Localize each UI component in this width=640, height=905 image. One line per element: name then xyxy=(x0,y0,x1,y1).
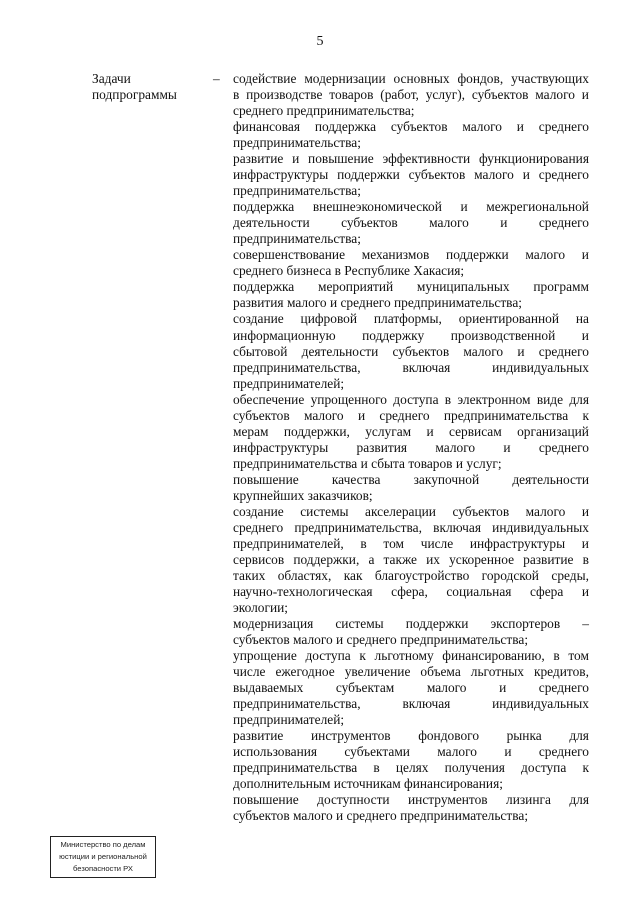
task-line: сервисов поддержки, а также их ускоренное развитие в xyxy=(233,551,589,567)
task-item xyxy=(233,504,589,616)
task-line: упрощение доступа к льготному финансированию, в том xyxy=(233,648,589,664)
task-line: инфраструктуры поддержки субъектов малого и среднего xyxy=(233,167,589,183)
task-line: предпринимателей, в том числе инфраструктуры и xyxy=(233,535,589,551)
task-item xyxy=(233,472,589,504)
task-line: выдаваемых субъектам малого и среднего xyxy=(233,680,589,696)
task-item xyxy=(233,728,589,792)
task-line: инфраструктуры развития малого и среднего xyxy=(233,439,589,455)
task-item xyxy=(233,311,589,391)
task-line: предпринимательства в целях получения доступа к xyxy=(233,760,589,776)
task-item xyxy=(233,71,589,119)
task-line: содействие модернизации основных фондов, участвующих xyxy=(233,71,589,86)
task-line: среднего бизнеса в Республике Хакасия; xyxy=(233,263,465,279)
task-line: модернизация системы поддержки экспортеров – xyxy=(233,616,589,632)
task-line: предпринимательства; xyxy=(233,183,361,199)
task-line: развития малого и среднего предпринимательства; xyxy=(233,295,522,311)
label-line: подпрограммы xyxy=(92,87,177,102)
task-item xyxy=(233,279,589,311)
stamp-line: Министерство по делам xyxy=(60,840,146,849)
task-line: дополнительным источникам финансирования; xyxy=(233,776,503,792)
page-number: 5 xyxy=(316,34,324,49)
task-line: развитие инструментов фондового рынка для xyxy=(233,728,589,744)
dash-separator: – xyxy=(213,71,220,86)
task-line: повышение доступности инструментов лизинга для xyxy=(233,792,589,808)
row-label xyxy=(92,71,177,103)
task-line: предпринимательства и сбыта товаров и услуг; xyxy=(233,455,502,471)
task-line: субъектов малого и среднего предпринимательства; xyxy=(233,632,529,648)
task-line: создание системы акселерации субъектов малого и xyxy=(233,503,589,519)
task-line: информационную поддержку производственной и xyxy=(233,327,589,343)
task-line: мерам поддержки, услугам и сервисам организаций xyxy=(233,423,589,439)
task-line: таких областях, как благоустройство городской среды, xyxy=(233,567,589,583)
tasks-list xyxy=(233,71,589,824)
task-line: поддержка мероприятий муниципальных программ xyxy=(233,279,589,295)
task-item xyxy=(233,792,589,824)
task-line: обеспечение упрощенного доступа в электронном виде для xyxy=(233,391,589,407)
ministry-stamp xyxy=(50,836,156,878)
task-line: финансовая поддержка субъектов малого и среднего xyxy=(233,119,589,135)
label-line: Задачи xyxy=(92,71,131,86)
task-line: поддержка внешнеэкономической и межрегиональной xyxy=(233,199,589,215)
task-line: в производстве товаров (работ, услуг), субъектов малого и xyxy=(233,87,589,103)
task-item xyxy=(233,151,589,199)
task-item xyxy=(233,392,589,472)
task-item xyxy=(233,247,589,279)
task-line: повышение качества закупочной деятельности xyxy=(233,471,589,487)
task-line: предпринимателей; xyxy=(233,712,345,728)
task-line: предпринимателей; xyxy=(233,375,345,391)
task-line: сбытовой деятельности субъектов малого и среднего xyxy=(233,343,589,359)
task-item xyxy=(233,648,589,728)
task-line: среднего предпринимательства, включая индивидуальных xyxy=(233,519,589,535)
task-line: развитие и повышение эффективности функционирования xyxy=(233,151,589,167)
task-item xyxy=(233,119,589,151)
stamp-line: безопасности РХ xyxy=(73,864,133,873)
stamp-line: юстиции и региональной xyxy=(59,852,147,861)
task-line: субъектов малого и среднего предпринимательства; xyxy=(233,808,529,824)
task-item xyxy=(233,199,589,247)
task-line: предпринимательства, включая индивидуальных xyxy=(233,696,589,712)
task-line: научно-технологическая сфера, социальная сфера и xyxy=(233,584,589,599)
task-line: совершенствование механизмов поддержки малого и xyxy=(233,247,589,263)
task-line: предпринимательства, включая индивидуальных xyxy=(233,359,589,375)
task-line: использования субъектами малого и среднего xyxy=(233,744,589,760)
task-line: деятельности субъектов малого и среднего xyxy=(233,215,589,231)
task-line: крупнейших заказчиков; xyxy=(233,487,373,503)
task-line: создание цифровой платформы, ориентированной на xyxy=(233,311,589,327)
task-line: экологии; xyxy=(233,600,289,616)
task-line: предпринимательства; xyxy=(233,231,361,247)
task-line: числе ежегодное увеличение объема льготных кредитов, xyxy=(233,664,589,680)
task-line: среднего предпринимательства; xyxy=(233,103,415,119)
task-item xyxy=(233,616,589,648)
task-line: предпринимательства; xyxy=(233,135,361,151)
task-line: субъектов малого и среднего предпринимательства к xyxy=(233,407,589,423)
